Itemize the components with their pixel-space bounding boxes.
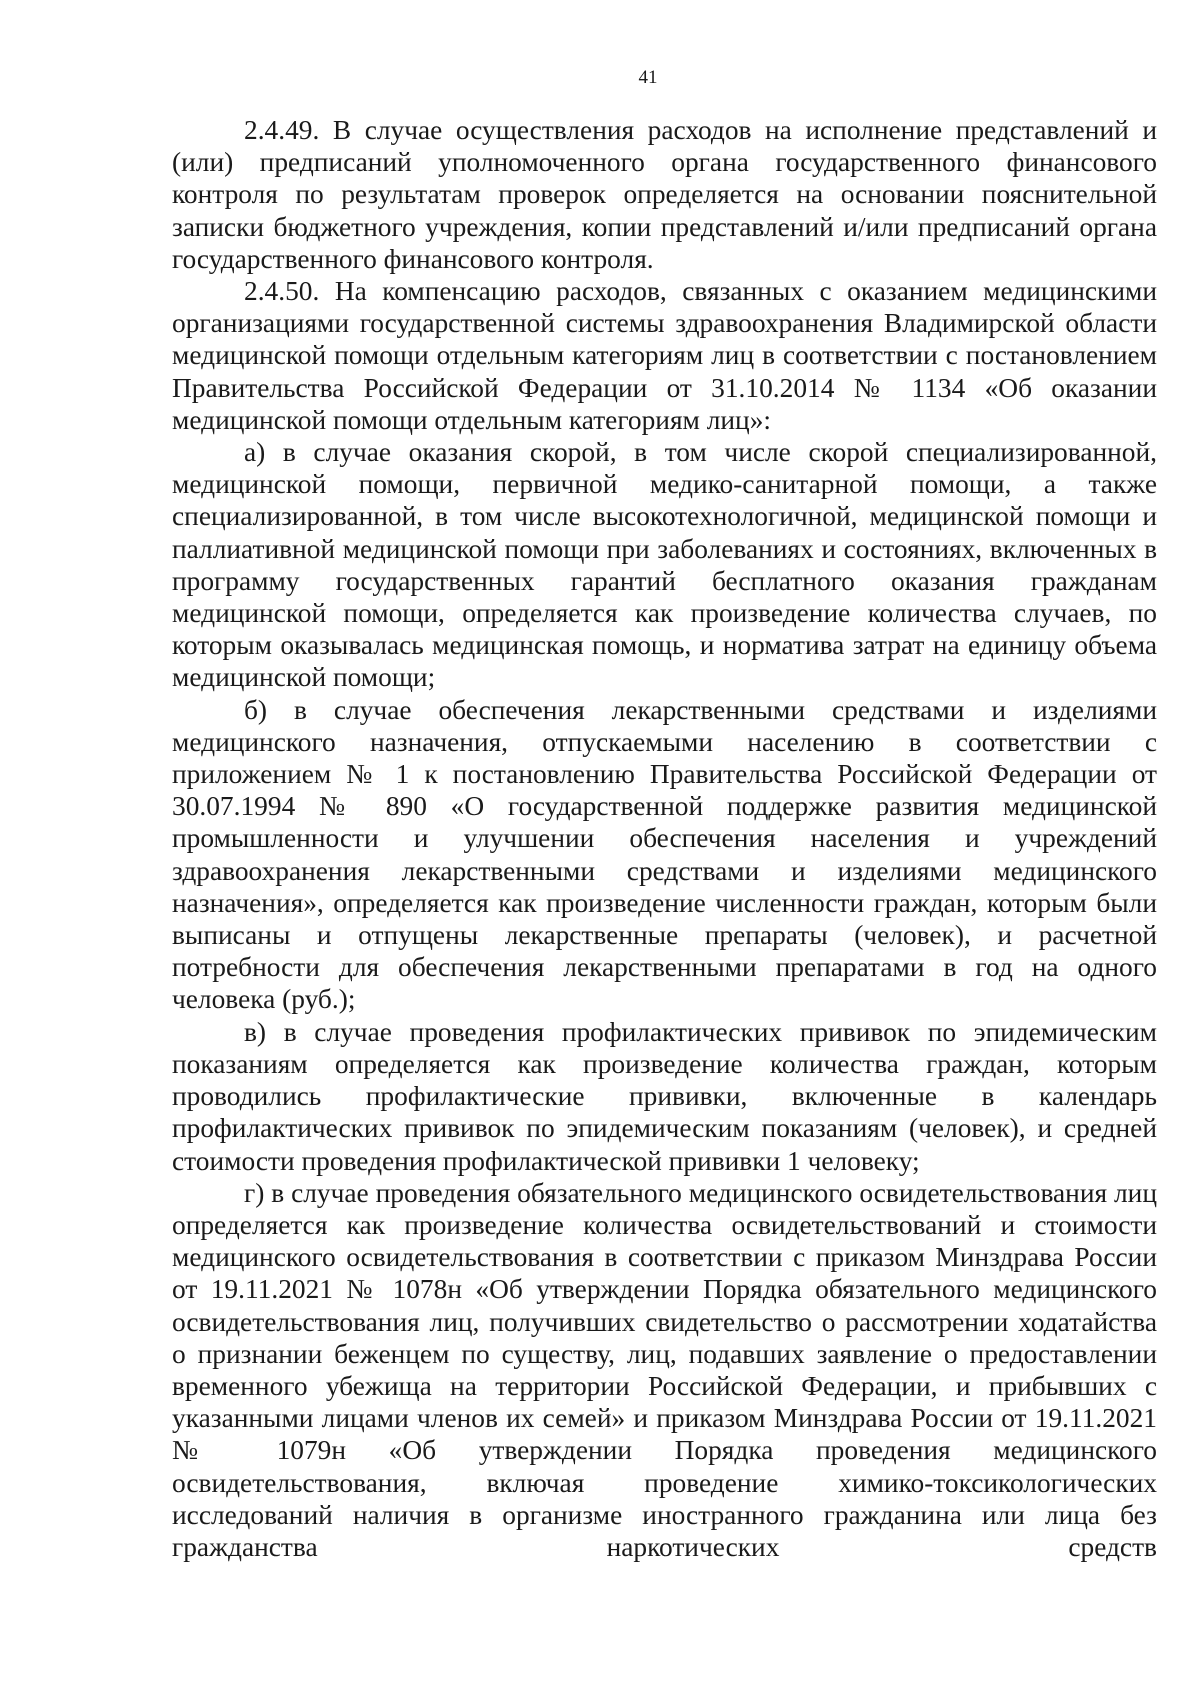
paragraph-item-a: а) в случае оказания скорой, в том числе скорой специализированной, медицинской помощи, первичной медико-санитарной помощи, а также специализированной, в том числе высокотехнологичной, медицинской помощи и паллиативной медицинской помощи при заболеваниях и состояниях, включенных в программу государственных гарантий бесплатного оказания гражданам медицинской помощи, определяется как произведение количества случаев, по которым оказывалась медицинская помощь, и норматива затрат на единицу объема медицинской помощи;	[172, 437, 1157, 693]
paragraph-2-4-49: 2.4.49. В случае осуществления расходов на исполнение представлений и (или) предписаний уполномоченного органа государственного финансового контроля по результатам проверок определяется на основании пояснительной записки бюджетного учреждения, копии представлений и/или предписаний органа государственного финансового контроля.	[172, 115, 1157, 274]
paragraph-item-g: г) в случае проведения обязательного медицинского освидетельствования лиц определяется как произведение количества освидетельствований и стоимости медицинского освидетельствования в соответствии с приказом Минздрава России от 19.11.2021 № 1078н «Об утверждении Порядка обязательного медицинского освидетельствования лиц, получивших свидетельство о рассмотрении ходатайства о признании беженцем по существу, лиц, подавших заявление о предоставлении временного убежища на территории Российской Федерации, и прибывших с указанными лицами членов их семей» и приказом Минздрава России от 19.11.2021 № 1079н «Об утверждении Порядка проведения медицинского освидетельствования, включая проведение химико-токсикологических исследований наличия в организме иностранного гражданина или лица без гражданства наркотических средств	[172, 1177, 1157, 1562]
page-number: 41	[638, 67, 658, 88]
paragraph-2-4-50: 2.4.50. На компенсацию расходов, связанных с оказанием медицинскими организациями государственной системы здравоохранения Владимирской области медицинской помощи отдельным категориям лиц в соответствии с постановлением Правительства Российской Федерации от 31.10.2014 № 1134 «Об оказании медицинской помощи отдельным категориям лиц»:	[172, 276, 1157, 435]
paragraph-item-v: в) в случае проведения профилактических прививок по эпидемическим показаниям определяется как произведение количества граждан, которым проводились профилактические прививки, включенные в календарь профилактических прививок по эпидемическим показаниям (человек), и средней стоимости проведения профилактической прививки 1 человеку;	[172, 1016, 1157, 1176]
document-body	[172, 114, 1157, 1563]
paragraph-item-b: б) в случае обеспечения лекарственными средствами и изделиями медицинского назначения, отпускаемыми населению в соответствии с приложением № 1 к постановлению Правительства Российской Федерации от 30.07.1994 № 890 «О государственной поддержке развития медицинской промышленности и улучшении обеспечения населения и учреждений здравоохранения лекарственными средствами и изделиями медицинского назначения», определяется как произведение численности граждан, которым были выписаны и отпущены лекарственные препараты (человек), и расчетной потребности для обеспечения лекарственными препаратами в год на одного человека (руб.);	[172, 694, 1157, 1015]
